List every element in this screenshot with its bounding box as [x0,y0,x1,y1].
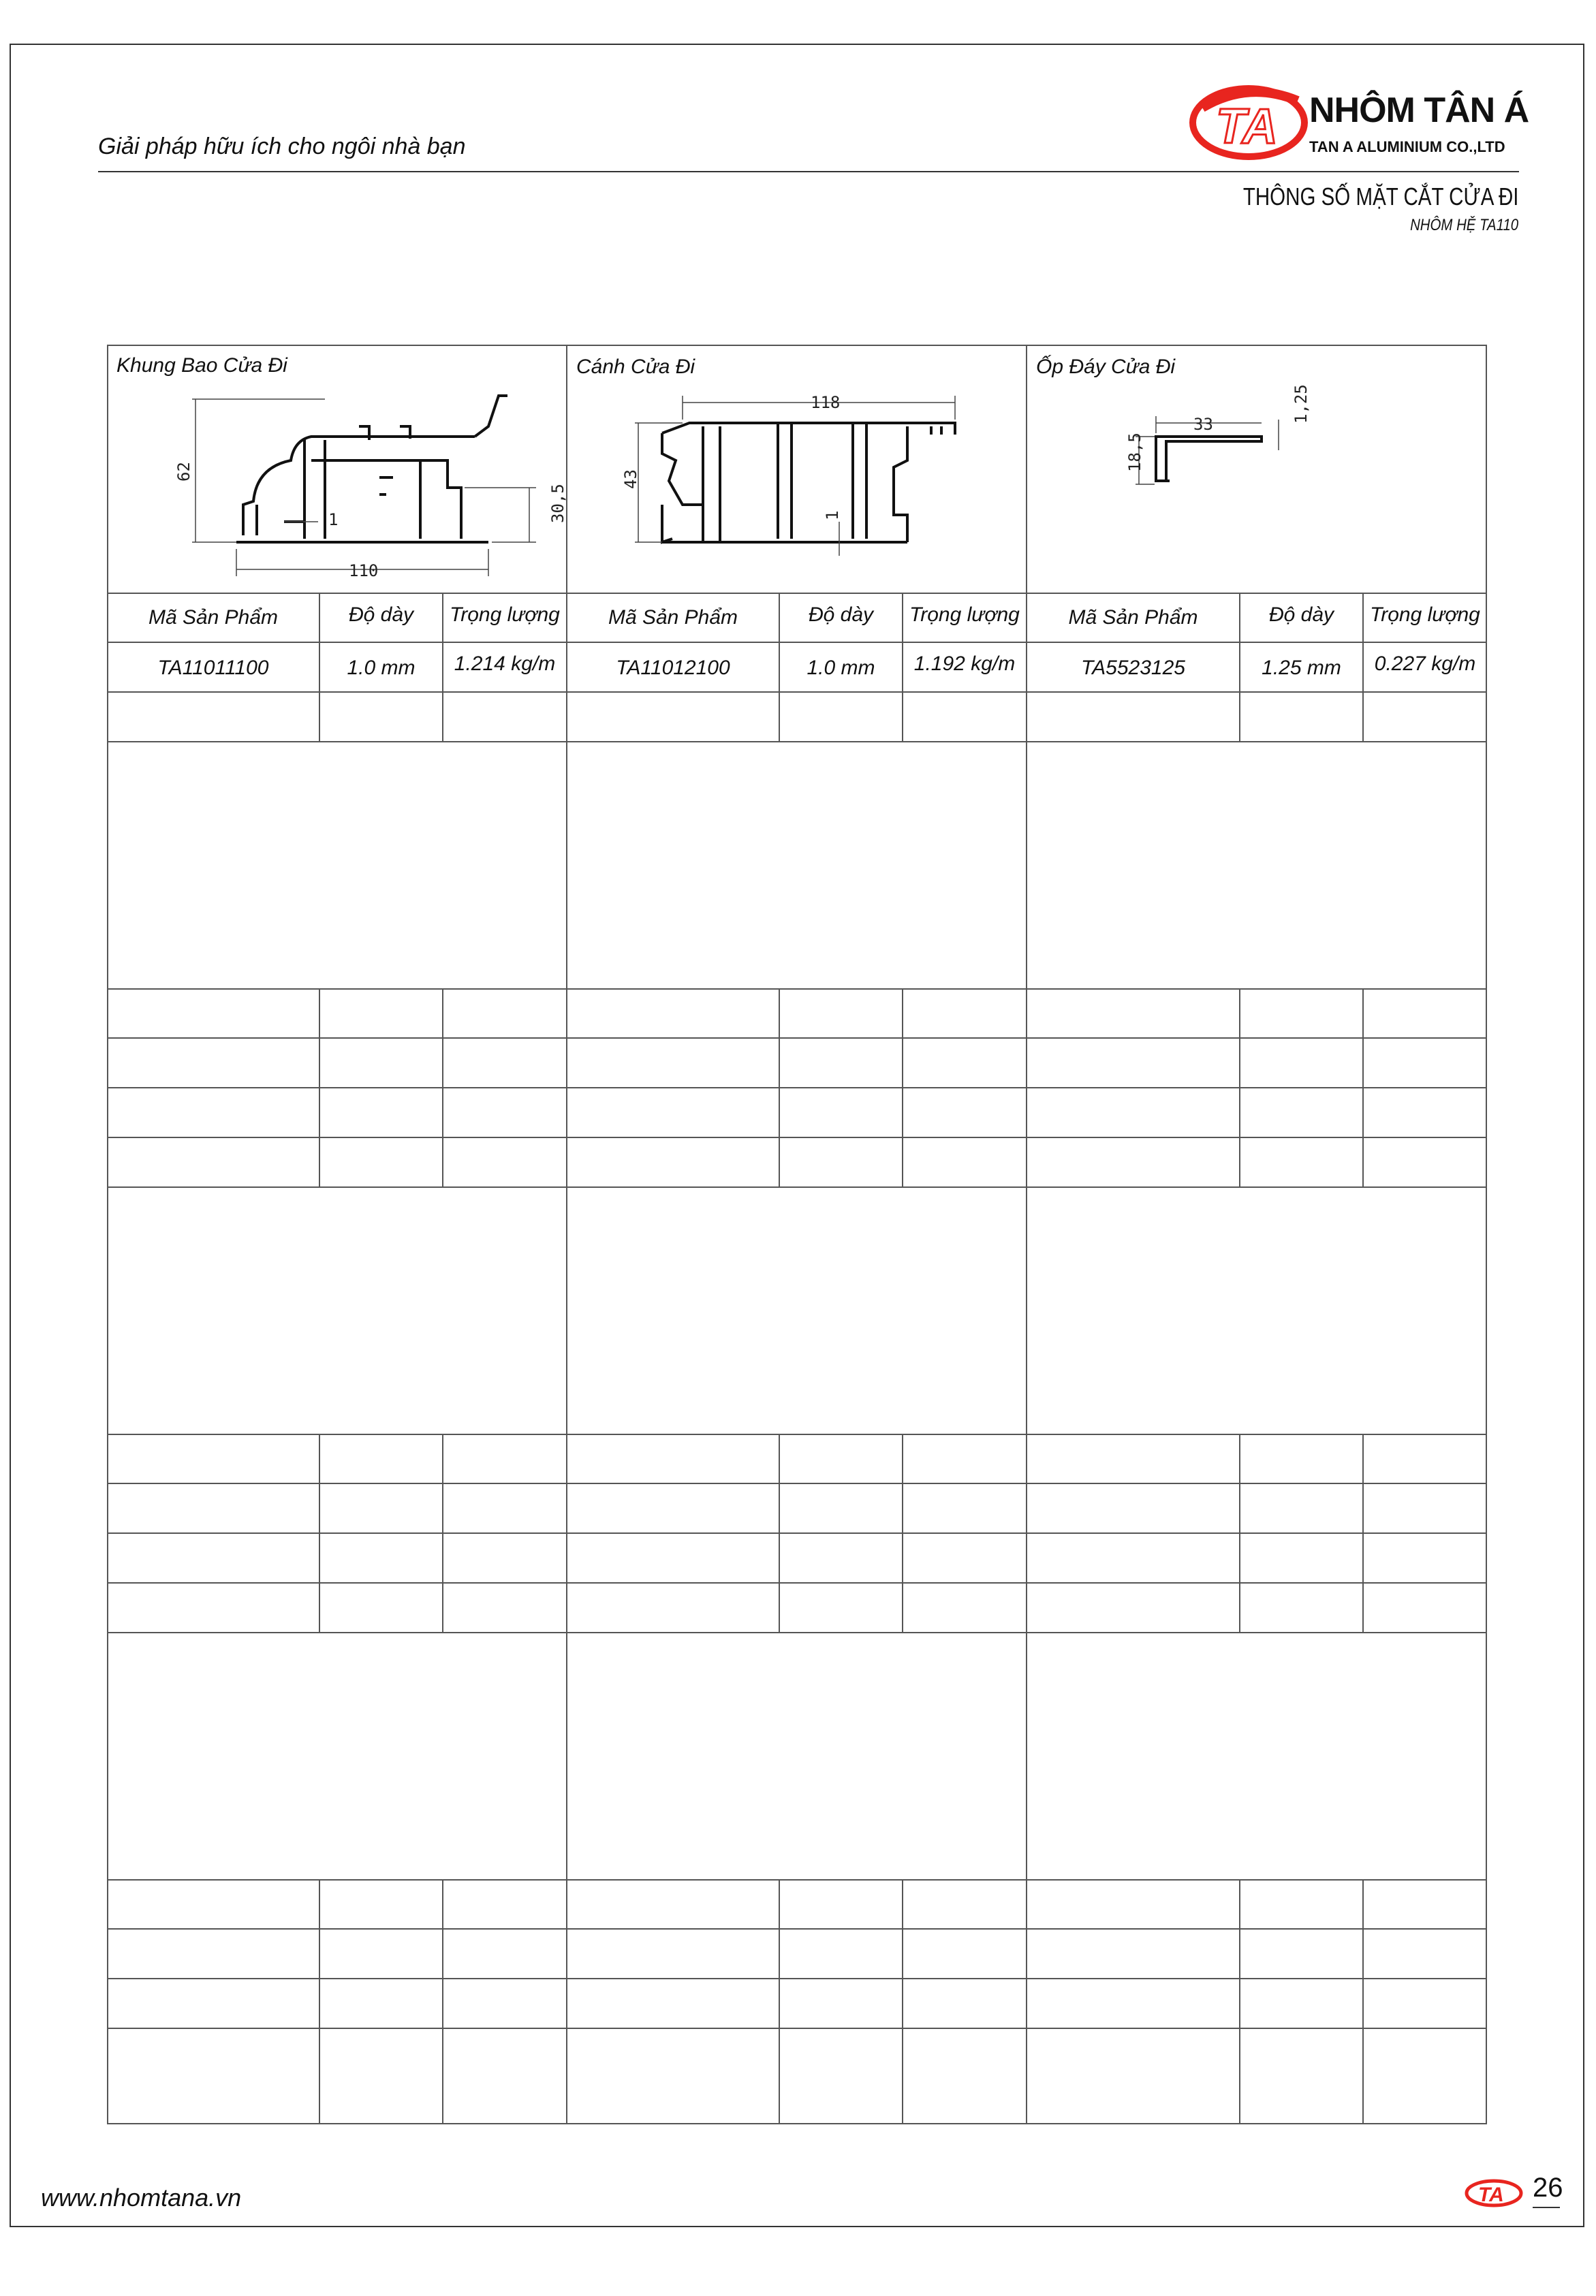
header-thickness-3: Độ dày [1268,603,1334,626]
logo-letters: TA [1216,99,1278,154]
profile-3-drawing [1125,384,1333,535]
profile-2-dim-width: 118 [811,393,841,412]
profile-1-thickness: 1.0 mm [347,657,416,679]
page-number-rule [1533,2207,1560,2208]
profile-3-dim-width: 33 [1193,415,1213,434]
profile-1-title: Khung Bao Cửa Đi [116,354,287,377]
profile-1-dim-width: 110 [349,561,379,580]
brand-name: NHÔM TÂN Á [1309,91,1529,130]
profile-3-dim-thickness: 1,25 [1292,384,1311,424]
footer-website: www.nhomtana.vn [41,2184,242,2212]
header-weight-1: Trọng lượng [450,603,560,626]
header-code-1: Mã Sản Phẩm [148,606,279,629]
header-weight-3: Trọng lượng [1370,603,1480,626]
profile-3-weight: 0.227 kg/m [1374,652,1476,675]
profile-1-drawing [174,386,567,583]
profile-1-code: TA11011100 [157,657,269,679]
profile-3-code: TA5523125 [1081,657,1185,679]
document-title: THÔNG SỐ MẶT CẮT CỬA ĐI [1242,183,1518,210]
footer-logo-letters: TA [1478,2184,1504,2206]
footer-logo-icon [1463,2177,1528,2209]
header-thickness-1: Độ dày [348,603,414,626]
profile-1-dim-thickness: 1 [328,510,339,529]
profile-1-weight: 1.214 kg/m [454,652,556,675]
profile-2-drawing [621,386,1030,590]
tagline: Giải pháp hữu ích cho ngôi nhà bạn [98,133,466,159]
profile-2-thickness: 1.0 mm [807,657,875,679]
profile-table [107,345,1487,2124]
profile-2-dim-height: 43 [621,469,640,489]
header-thickness-2: Độ dày [808,603,874,626]
header-code-2: Mã Sản Phẩm [608,606,738,629]
profile-2-code: TA11012100 [616,657,730,679]
header-code-3: Mã Sản Phẩm [1068,606,1198,629]
document-subtitle: NHÔM HỆ TA110 [1409,216,1518,234]
profile-3-title: Ốp Đáy Cửa Đi [1036,356,1176,378]
header-weight-2: Trọng lượng [909,603,1020,626]
profile-1-dim-depth: 30,5 [548,484,567,523]
profile-3-dim-height: 18,5 [1125,433,1144,472]
profile-2-title: Cánh Cửa Đi [576,356,695,378]
brand-subtitle: TAN A ALUMINIUM CO.,LTD [1309,138,1505,155]
profile-1-dim-height: 62 [174,462,193,482]
profile-3-thickness: 1.25 mm [1262,657,1341,679]
profile-2-dim-thickness: 1 [823,510,842,520]
page-number: 26 [1533,2173,1563,2203]
profile-2-weight: 1.192 kg/m [913,652,1016,675]
header-rule [98,171,1519,172]
